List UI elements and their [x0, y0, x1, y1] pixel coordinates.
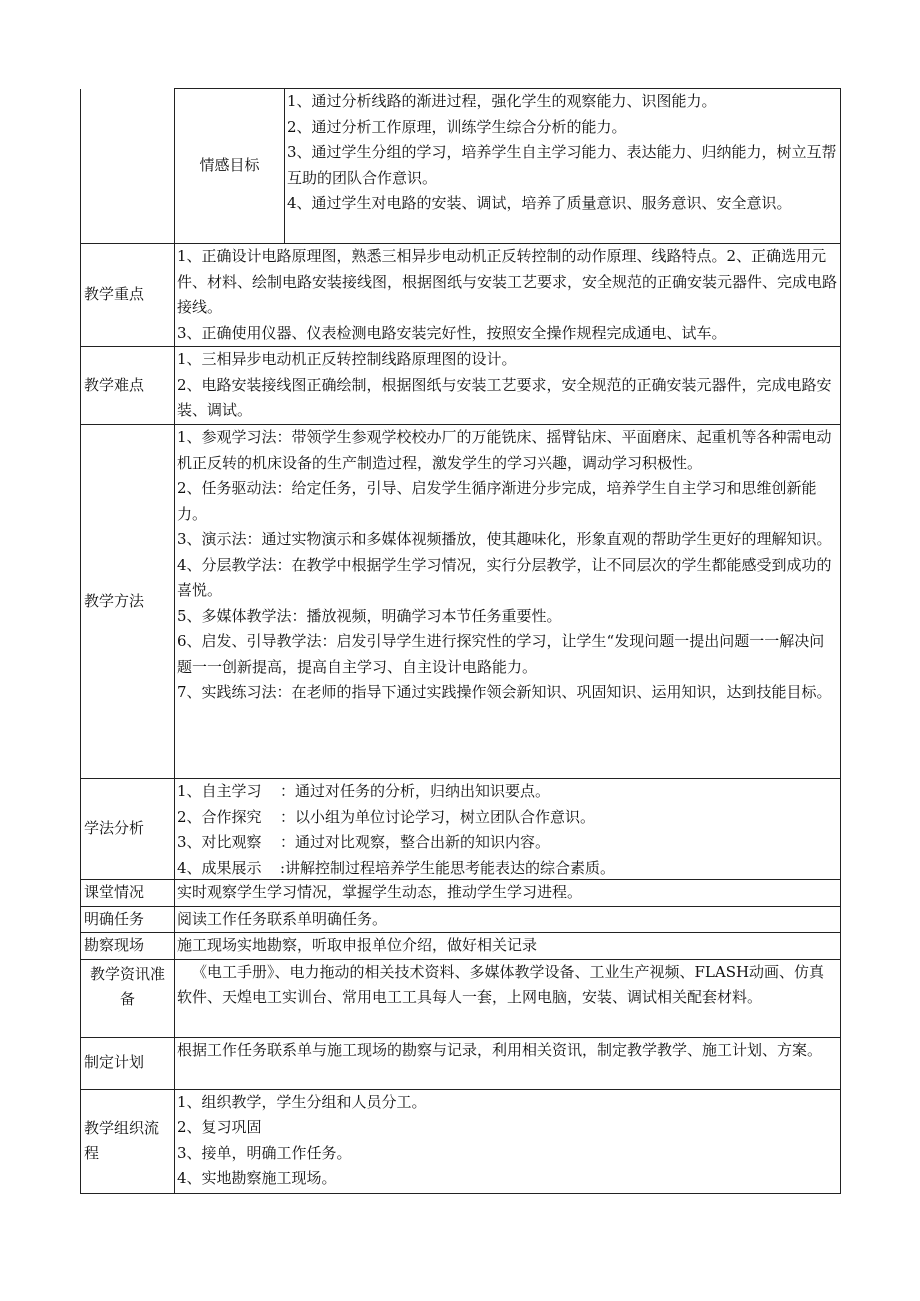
difficulty-item: 1、三相异步电动机正反转控制线路原理图的设计。: [177, 350, 517, 368]
study-label: 学法分析: [81, 779, 175, 880]
task-content: 阅读工作任务联系单明确任务。: [175, 906, 841, 933]
study-value: ：通过对任务的分析，归纳出知识要点。: [280, 782, 551, 800]
difficulties-row: [81, 347, 841, 425]
method-item: 3、演示法：通过实物演示和多媒体视频播放，使其趣味化，形象直观的帮助学生更好的理解知识。: [177, 530, 832, 548]
blank-cell: [81, 89, 175, 244]
method-item: 1、参观学习法：带领学生参观学校校办厂的万能铣床、摇臂钻床、平面磨床、起重机等各种需电动机正反转的机床设备的生产制造过程，激发学生的学习兴趣，调动学习积极性。: [177, 428, 832, 472]
key-point-item: 3、正确使用仪器、仪表检测电路安装完好性，按照安全操作规程完成通电、试车。: [177, 323, 727, 342]
key-points-content: [175, 244, 841, 347]
study-key: 4、成果展示: [177, 858, 262, 877]
emotion-item: 4、通过学生对电路的安装、调试，培养了质量意识、服务意识、安全意识。: [287, 194, 792, 212]
key-point-item: 1、正确设计电路原理图，熟悉三相异步电动机正反转控制的动作原理、线路特点。2、正确选用元件、材料、绘制电路安装接线图，根据图纸与安装工艺要求，安全规范的正确安装元器件、完成电路接线。: [177, 247, 838, 316]
emotion-item: 2、通过分析工作原理，训练学生综合分析的能力。: [287, 117, 627, 136]
plan-row: [81, 1037, 841, 1089]
study-content: [175, 779, 841, 880]
survey-label: 勘察现场: [81, 933, 175, 960]
study-value: ：以小组为单位讨论学习，树立团队合作意识。: [280, 807, 596, 826]
study-item: [177, 805, 838, 831]
method-item: 5、多媒体教学法：播放视频，明确学习本节任务重要性。: [177, 606, 562, 625]
methods-label: 教学方法: [81, 425, 175, 779]
lesson-plan-sheet: [80, 88, 840, 1194]
flow-row: [81, 1089, 841, 1193]
method-item: 6、启发、引导教学法：启发引导学生进行探究性的学习，让学生“发现问题一提出问题一一解决问题一一创新提高，提高自主学习、自主设计电路能力。: [177, 632, 825, 676]
classroom-content: 实时观察学生学习情况，掌握学生动态，推动学生学习进程。: [175, 880, 841, 907]
resources-content: [175, 959, 841, 1037]
survey-content: 施工现场实地勘察，听取申报单位介绍，做好相关记录: [175, 933, 841, 960]
methods-content: [175, 425, 841, 779]
study-item: [177, 779, 838, 805]
key-points-label: 教学重点: [81, 244, 175, 347]
emotion-item: 3、通过学生分组的学习，培养学生自主学习能力、表达能力、归纳能力，树立互帮互助的团队合作意识。: [287, 143, 837, 187]
flow-item: 4、实地勘察施工现场。: [177, 1169, 337, 1187]
classroom-label: 课堂情况: [81, 880, 175, 907]
difficulties-label: 教学难点: [81, 347, 175, 425]
study-key: 3、对比观察: [177, 833, 262, 851]
plan-text: 根据工作任务联系单与施工现场的勘察与记录，利用相关资讯，制定教学教学、施工计划、方案。: [177, 1040, 823, 1059]
emotion-content: [285, 89, 841, 244]
survey-row: [81, 933, 841, 960]
flow-label: 教学组织流程: [81, 1089, 175, 1193]
study-row: [81, 779, 841, 880]
lesson-plan-table: [80, 88, 841, 1194]
flow-item: 1、组织教学，学生分组和人员分工。: [177, 1092, 427, 1111]
classroom-row: [81, 880, 841, 907]
study-key: 2、合作探究: [177, 807, 262, 826]
resources-text: 《电工手册》、电力拖动的相关技术资料、多媒体教学设备、工业生产视频、FLASH动画、仿真软件、天煌电工实训台、常用电工工具每人一套，上网电脑，安装、调试相关配套材料。: [177, 962, 825, 1006]
plan-label: 制定计划: [81, 1037, 175, 1089]
study-key: 1、自主学习: [177, 782, 262, 800]
plan-content: [175, 1037, 841, 1089]
difficulties-content: [175, 347, 841, 425]
flow-item: 2、复习巩固: [177, 1118, 262, 1136]
resources-label: 教学资讯准备: [81, 959, 175, 1037]
method-item: 2、任务驱动法：给定任务，引导、启发学生循序渐进分步完成，培养学生自主学习和思维创新能力。: [177, 479, 817, 523]
study-value: :讲解控制过程培养学生能思考能表达的综合素质。: [280, 858, 616, 877]
resources-row: [81, 959, 841, 1037]
key-points-row: [81, 244, 841, 347]
study-value: ：通过对比观察，整合出新的知识内容。: [280, 833, 551, 851]
emotion-label: 情感目标: [175, 89, 285, 244]
difficulty-item: 2、电路安装接线图正确绘制，根据图纸与安装工艺要求，安全规范的正确安装元器件，完成电路安装、调试。: [177, 375, 832, 419]
method-item: 7、实践练习法：在老师的指导下通过实践操作领会新知识、巩固知识、运用知识，达到技能目标。: [177, 683, 832, 701]
study-item: [177, 856, 838, 880]
study-item: [177, 830, 838, 856]
methods-row: [81, 425, 841, 779]
flow-content: [175, 1089, 841, 1193]
emotion-row: [81, 89, 841, 244]
method-item: 4、分层教学法：在教学中根据学生学习情况，实行分层教学，让不同层次的学生都能感受到成功的喜悦。: [177, 555, 832, 599]
task-row: [81, 906, 841, 933]
task-label: 明确任务: [81, 906, 175, 933]
emotion-item: 1、通过分析线路的渐进过程，强化学生的观察能力、识图能力。: [287, 92, 717, 110]
flow-item: 3、接单，明确工作任务。: [177, 1143, 352, 1162]
